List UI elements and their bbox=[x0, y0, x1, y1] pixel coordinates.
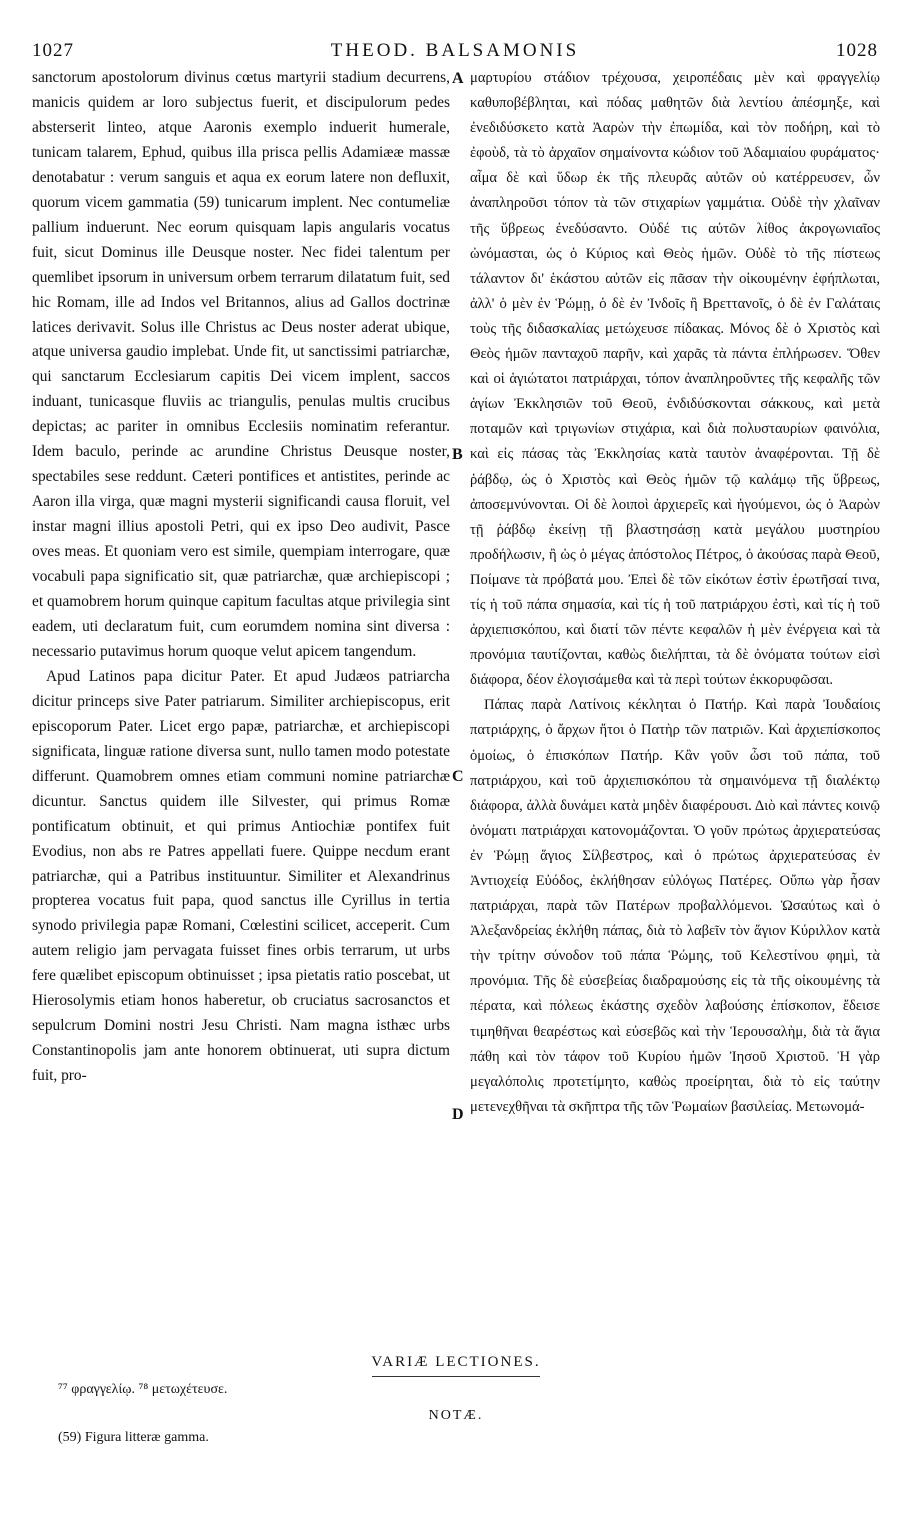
latin-column bbox=[32, 66, 450, 1089]
variae-lectiones-text: ⁷⁷ φραγγελίῳ. ⁷⁸ μετωχέτευσε. bbox=[58, 1382, 228, 1397]
notae-heading: NOTÆ. bbox=[428, 1408, 484, 1423]
margin-letter-d: D bbox=[452, 1106, 464, 1123]
margin-letter-b: B bbox=[452, 446, 463, 463]
page-number-left: 1027 bbox=[32, 40, 74, 61]
greek-column bbox=[470, 66, 880, 1120]
latin-paragraph-2: Apud Latinos papa dicitur Pater. Et apud Judæos patriarcha dicitur princeps sive Pater patriarum. Similiter archiepiscopus, erit episcoporum Pater. Licet ergo papæ, patriarchæ, et archiepiscopi significata, linguæ ratione diversa sunt, nullo tamen modo potestate differunt. Quamobrem omnes etiam communi nomine patriarchæ dicuntur. Sanctus quidem ille Silvester, qui primus Romæ pontificatum obtinuit, et qui primus Antiochiæ pontifex fuit Evodius, non abs re Patres appellati fuere. Quippe necdum erant patriarchæ, qui a Patribus instituuntur. Similiter et Alexandrinus propterea vocatus fuit papa, quod sanctus ille Cyrillus in tertia synodo privilegia papæ Romani, Cœlestini scilicet, acceperit. Cum autem religio jam pervagata fuisset fines orbis terrarum, ut urbs fere quælibet episcopum obtinuisset ; ipsa pietatis ratio poscebat, ut Hierosolymis etiam honos haberetur, ob cruciatus sacrosanctos et sepulcrum Domini nostri Jesu Christi. Nam magna isthæc urbs Constantinopolis jam ante honorem obtinuerat, uti supra dictum fuit, pro- bbox=[32, 667, 450, 1085]
margin-letter-c: C bbox=[452, 768, 464, 785]
margin-letter-a: A bbox=[452, 70, 464, 87]
greek-paragraph-2: Πάπας παρὰ Λατίνοις κέκληται ὁ Πατήρ. Καὶ παρὰ Ἰουδαίοις πατριάρχης, ὁ ἄρχων ἤτοι ὁ Πατὴρ τῶν πατριῶν. Καὶ ἀρχιεπίσκοπος ὁμοίως, ὁ ἐπισκόπων Πατήρ. Κἂν γοῦν ὦσι τοῦ πάπα, τοῦ πατριάρχου, καὶ τοῦ ἀρχιεπισκόπου τὰ σημαινόμενα τῇ διαλέκτῳ διάφορα, ἀλλὰ δυνάμει κατὰ μηδὲν διαφέρουσι. Διὸ καὶ πάντες κοινῷ ὀνόματι πατριάρχαι κατονομάζονται. Ὁ γοῦν πρώτως ἀρχιερατεύσας ἐν Ῥώμῃ ἅγιος Σίλβεστρος, καὶ ὁ πρώτως ἀρχιερατεύσας ἐν Ἀντιοχείᾳ Εὐόδος, ἐκλήθησαν εὐλόγως Πατέρες. Οὔπω γὰρ ἦσαν πατριάρχαι, παρὰ τῶν Πατέρων προβαλλόμενοι. Ὡσαύτως καὶ ὁ Ἀλεξανδρείας ἐκλήθη πάπας, διὰ τὸ λαβεῖν τὸν ἅγιον Κύριλλον κατὰ τὴν τρίτην σύνοδον τοῦ πάπα Ῥώμης, τοῦ Κελεστίνου φημὶ, τὰ προνόμια. Τῆς δὲ εὐσεβείας διαδραμούσης εἰς τὰ τῆς οἰκουμένης τὰ πέρατα, καὶ πόλεως ἑκάστης σχεδὸν λαβούσης ἐπίσκοπον, ἔδεισε τιμηθῆναι θεαρέστως καὶ εὐσεβῶς καὶ τὴν Ἱερουσαλὴμ, διὰ τὰ ἅγια πάθη καὶ τὸν τάφον τοῦ Κυρίου ἡμῶν Ἰησοῦ Χριστοῦ. Ἡ γὰρ μεγαλόπολις προτετίμητο, καθὼς προείρηται, διὰ τὸ εἰς ταύτην μετενεχθῆναι τὰ σκῆπτρα τῆς τῶν Ῥωμαίων βασιλείας. Μετωνομά- bbox=[470, 697, 880, 1115]
footer-divider bbox=[372, 1376, 540, 1377]
running-title: THEOD. BALSAMONIS bbox=[330, 40, 580, 61]
footnote-59: (59) Figura litteræ gamma. bbox=[58, 1430, 209, 1445]
latin-paragraph-1: sanctorum apostolorum divinus cœtus martyrii stadium decurrens, manicis quidem ar loro subjectus fuerit, et discipulorum pedes absterserit linteo, atque Aaronis exemplo induerit humerale, tunicam talarem, Ephud, quibus illa prisca pellis Adamiææ massæ denotabatur : verum sanguis et aqua ex eorum latere non defluxit, quorum vicem gammatia (59) tunicarum implent. Nec contumeliæ pallium induerunt. Nec eorum quisquam lapis angularis vocatus fuit, sicut Dominus ille Deusque noster. Nec fidei talentum per quemlibet ipsorum in universum orbem terrarum dilatatum fuit, sed hic Romam, ille ad Indos vel Britannos, alius ad Gallos doctrinæ latices derivavit. Solus ille Christus ac Deus noster aderat ubique, atque universa gaudio implebat. Unde fit, ut sanctissimi patriarchæ, qui sanctarum Ecclesiarum capitis Dei vicem implent, saccos induant, tunicasque fluviis ac triangulis, penulas multis crucibus depictas; ac pariter in omnibus Ecclesiis nominatim referantur. Idem baculo, perinde ac arundine Christus Deusque noster, spectabiles sese reddunt. Cæteri pontifices et antistites, perinde ac Aaron illa virga, quæ magni mysterii significandi causa floruit, vel instar magni illius apostoli Petri, qui ex ipso Deo audivit, Pasce oves meas. Et quoniam vero est simile, quempiam interrogare, quæ vocabuli papa significatio sit, quæ patriarchæ, quæ archiepiscopi ; et quamobrem horum quinque capitum facultas atque privilegia sint eadem, uti declaratum fuit, cum eorumdem nomina sint diversa : necessario putavimus horum quoque velut apicem tangendum. bbox=[32, 69, 450, 660]
greek-paragraph-1: μαρτυρίου στάδιον τρέχουσα, χειροπέδαις μὲν καὶ φραγγελίῳ καθυποβέβληται, καὶ πόδας μαθητῶν διὰ λεντίου ἀπέσμηξε, καὶ ἐνεδιδύσκετο κατὰ Ἀαρὼν τὴν ἐπωμίδα, καὶ τὸν ποδήρη, καὶ τὸ ἐφοὺδ, τὰ τὸ ἀρχαῖον σημαίνοντα κώδιον τοῦ Ἀδαμιαίου φυράματος· αἷμα δὲ καὶ ὕδωρ ἐκ τῆς πλευρᾶς αὐτῶν οὐ κατέρρευσεν, ὧν ἀναπληροῦσι τόπον τὰ τῶν στιχαρίων γαμμάτια. Οὐδὲ τὴν χλαῖναν τῆς ὕβρεως ἐνεδύσαντο. Οὐδέ τις αὐτῶν λίθος ἀκρογωνιαῖος ὠνόμασται, ὡς ὁ Κύριος καὶ Θεὸς ἡμῶν. Οὐδὲ τὸ τῆς πίστεως τάλαντον δι' ἑκάστου αὐτῶν εἰς πᾶσαν τὴν οἰκουμένην ἐφήπλωται, ἀλλ' ὁ μὲν ἐν Ῥώμῃ, ὁ δὲ ἐν Ἰνδοῖς ἢ Βρεττανοῖς, ὁ δὲ ἐν Γαλάταις τοὺς τῆς διδασκαλίας μετώχευσε πίδακας. Μόνος δὲ ὁ Χριστὸς καὶ Θεὸς ἡμῶν πανταχοῦ παρῆν, καὶ χαρᾶς τὰ πάντα ἐπλήρωσεν. Ὅθεν καὶ οἱ ἁγιώτατοι πατριάρχαι, τόπον ἀναπληροῦντες τῆς κεφαλῆς τῶν ἁγίων Ἐκκλησιῶν τοῦ Θεοῦ, ἐνδιδύσκονται σάκκους, καὶ μετὰ ποταμῶν καὶ τριγωνίων στιχάρια, καὶ διὰ πολυσταυρίων φαινόλια, καὶ εἰς πάσας τὰς Ἐκκλησίας κατὰ ταυτὸν ἀναφέρονται. Τῇ δὲ ῥάβδῳ, ὡς ὁ Χριστὸς καὶ Θεὸς ἡμῶν τῷ καλάμῳ τῆς ὕβρεως, ἀποσεμνύνονται. Οἱ δὲ λοιποὶ ἀρχιερεῖς καὶ ἡγούμενοι, ὡς ὁ Ἀαρὼν τῇ ῥάβδῳ ἐκείνῃ τῇ βλαστησάσῃ κατὰ μεγάλου μυστηρίου προδήλωσιν, ἢ ὡς ὁ μέγας ἀπόστολος Πέτρος, ὁ ἀκούσας παρὰ Θεοῦ, Ποίμανε τὰ πρόβατά μου. Ἐπεὶ δὲ τῶν εἰκότων ἐστὶν ἐρωτῆσαί τινα, τίς ἡ τοῦ πάπα σημασία, καὶ τίς ἡ τοῦ πατριάρχου ἐστὶ, καὶ τίς ἡ τοῦ ἀρχιεπισκόπου, καὶ διατί τῶν πέντε κεφαλῶν ἡ μὲν ἐνέργεια καὶ τὰ προνόμια ταυτίζονται, καθὼς διελήπται, τὰ δὲ ὀνόματα τούτων εἰσὶ διάφορα, δέον ἐλογισάμεθα καὶ τὰ περὶ τούτων ἐκκορυφῶσαι. bbox=[470, 70, 880, 689]
variae-lectiones-heading: VARIÆ LECTIONES. bbox=[371, 1354, 541, 1370]
page-number-right: 1028 bbox=[836, 40, 878, 61]
